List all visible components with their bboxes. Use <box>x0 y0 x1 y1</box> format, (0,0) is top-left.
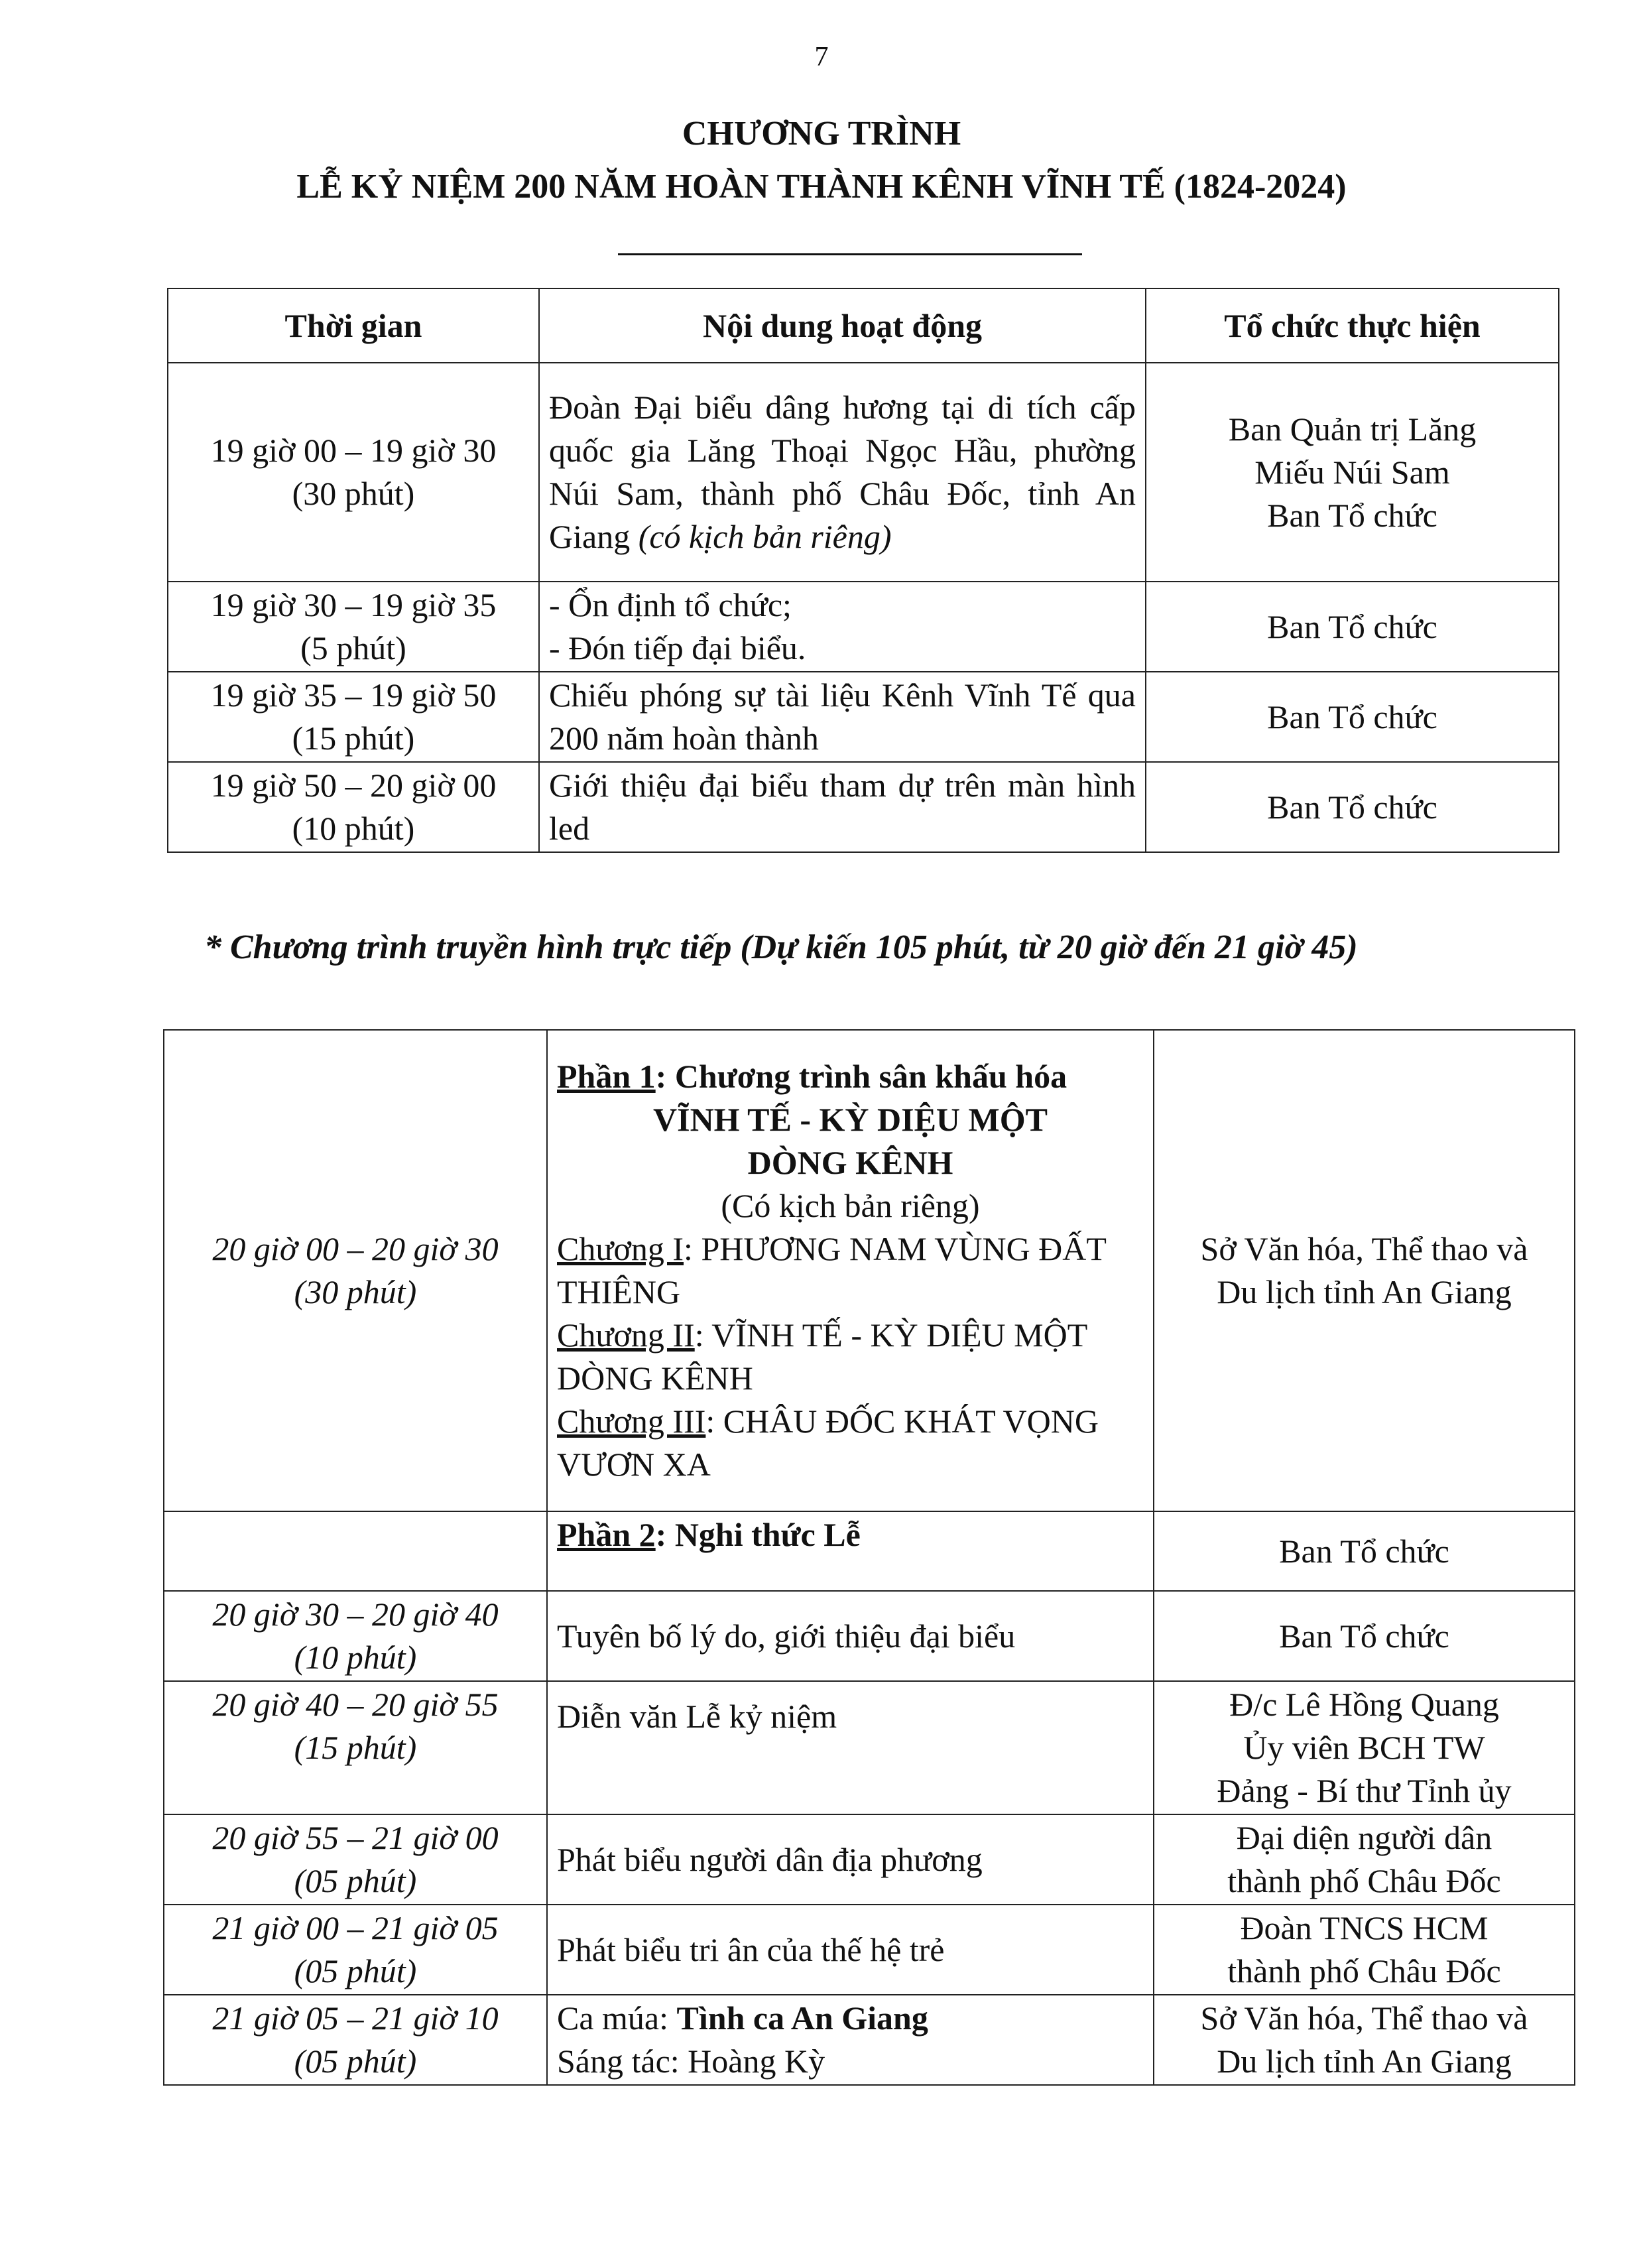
time-range: 19 giờ 50 – 20 giờ 00 <box>210 767 497 804</box>
time-range: 20 giờ 30 – 20 giờ 40 <box>212 1596 499 1633</box>
organizer-line: Du lịch tỉnh An Giang <box>1217 2043 1512 2080</box>
content-cell <box>547 1511 1154 1591</box>
content-cell: Phát biểu tri ân của thế hệ trẻ <box>547 1905 1154 1995</box>
schedule-table-live-broadcast <box>163 1029 1575 2086</box>
part-label: Phần 2 <box>557 1516 656 1553</box>
content-cell: Diễn văn Lễ kỷ niệm <box>547 1681 1154 1814</box>
organizer-cell: Ban Tổ chức <box>1154 1591 1575 1681</box>
time-cell <box>168 762 539 852</box>
program-title: CHƯƠNG TRÌNH <box>682 115 961 153</box>
content-cell <box>547 1995 1154 2085</box>
duration: (30 phút) <box>292 475 415 512</box>
content-cell: Chiếu phóng sự tài liệu Kênh Vĩnh Tế qua 200 năm hoàn thành <box>539 672 1146 762</box>
time-cell <box>164 1995 547 2085</box>
performance-prefix: Ca múa: <box>557 1999 677 2037</box>
schedule-table-pre-event <box>167 288 1559 853</box>
time-cell <box>168 363 539 582</box>
title-divider <box>618 253 1082 255</box>
organizer-line: Đoàn TNCS HCM <box>1240 1909 1489 1946</box>
header-time: Thời gian <box>168 288 539 363</box>
organizer-cell: Ban Tổ chức <box>1146 672 1559 762</box>
time-cell <box>164 1030 547 1511</box>
content-text: Đoàn Đại biểu dâng hương tại di tích cấp quốc gia Lăng Thoại Ngọc Hầu, phường Núi Sam, thành phố Châu Đốc, tỉnh An Giang <box>549 389 1136 555</box>
chapter-title: : VĨNH TẾ - KỲ DIỆU MỘT DÒNG KÊNH <box>557 1316 1087 1397</box>
chapter-label: Chương I <box>557 1230 684 1267</box>
organizer-line: Ban Tổ chức <box>1267 496 1437 534</box>
table-row <box>164 1995 1575 2085</box>
organizer-line: Ủy viên BCH TW <box>1243 1729 1485 1766</box>
header-organizer: Tổ chức thực hiện <box>1146 288 1559 363</box>
organizer-line: Đại diện người dân <box>1236 1819 1492 1856</box>
table-row <box>168 363 1559 582</box>
content-cell <box>547 1030 1154 1511</box>
time-range: 20 giờ 40 – 20 giờ 55 <box>212 1686 499 1723</box>
duration: (15 phút) <box>294 1729 417 1766</box>
page-number: 7 <box>814 42 829 72</box>
duration: (10 phút) <box>292 810 415 847</box>
duration: (05 phút) <box>294 1862 417 1899</box>
organizer-line: Du lịch tỉnh An Giang <box>1217 1273 1512 1310</box>
show-title-line: VĨNH TẾ - KỲ DIỆU MỘT <box>653 1101 1048 1138</box>
content-cell: Giới thiệu đại biểu tham dự trên màn hình led <box>539 762 1146 852</box>
organizer-cell <box>1154 1030 1575 1511</box>
composer: Sáng tác: Hoàng Kỳ <box>557 2043 825 2080</box>
live-broadcast-note: * Chương trình truyền hình trực tiếp (Dự kiến 105 phút, từ 20 giờ đến 21 giờ 45) <box>204 928 1358 966</box>
table-header-row <box>168 288 1559 363</box>
table-row <box>168 672 1559 762</box>
table-row <box>164 1681 1575 1814</box>
content-cell: Phát biểu người dân địa phương <box>547 1814 1154 1905</box>
organizer-cell: Ban Tổ chức <box>1146 582 1559 672</box>
organizer-line: Sở Văn hóa, Thể thao và <box>1200 1999 1528 2037</box>
part-title: : Nghi thức Lễ <box>655 1516 861 1553</box>
content-cell <box>539 363 1146 582</box>
show-note: (Có kịch bản riêng) <box>721 1187 980 1224</box>
time-range: 20 giờ 00 – 20 giờ 30 <box>212 1230 499 1267</box>
time-cell <box>164 1591 547 1681</box>
organizer-line: Đảng - Bí thư Tỉnh ủy <box>1217 1772 1512 1809</box>
organizer-cell <box>1154 1995 1575 2085</box>
table-row <box>164 1511 1575 1591</box>
duration: (15 phút) <box>292 720 415 757</box>
time-cell <box>164 1905 547 1995</box>
chapter-item <box>557 1400 1144 1486</box>
time-range: 21 giờ 05 – 21 giờ 10 <box>212 1999 499 2037</box>
chapter-label: Chương II <box>557 1316 695 1354</box>
show-title-line: DÒNG KÊNH <box>747 1144 953 1181</box>
organizer-cell <box>1154 1905 1575 1995</box>
chapter-label: Chương III <box>557 1403 706 1440</box>
time-range: 19 giờ 35 – 19 giờ 50 <box>210 676 497 714</box>
organizer-line: thành phố Châu Đốc <box>1227 1862 1501 1899</box>
organizer-cell: Ban Tổ chức <box>1146 762 1559 852</box>
organizer-line: Miếu Núi Sam <box>1254 453 1450 491</box>
content-cell <box>539 582 1146 672</box>
part-title: : Chương trình sân khấu hóa <box>655 1058 1067 1095</box>
chapter-item <box>557 1228 1144 1314</box>
time-cell <box>164 1681 547 1814</box>
chapter-title: : CHÂU ĐỐC KHÁT VỌNG VƯƠN XA <box>557 1403 1099 1483</box>
program-subtitle: LỄ KỶ NIỆM 200 NĂM HOÀN THÀNH KÊNH VĨNH TẾ (1824-2024) <box>296 168 1347 206</box>
content-line: - Đón tiếp đại biểu. <box>549 629 806 666</box>
table-row <box>164 1591 1575 1681</box>
duration: (30 phút) <box>294 1273 417 1310</box>
table-row <box>168 762 1559 852</box>
organizer-line: Ban Quản trị Lăng <box>1228 410 1477 448</box>
organizer-cell <box>1154 1814 1575 1905</box>
part-heading <box>557 1055 1144 1098</box>
table-row <box>164 1814 1575 1905</box>
organizer-line: Đ/c Lê Hồng Quang <box>1229 1686 1499 1723</box>
duration: (05 phút) <box>294 1952 417 1989</box>
time-cell <box>164 1814 547 1905</box>
content-line: - Ổn định tổ chức; <box>549 586 792 623</box>
organizer-cell <box>1154 1681 1575 1814</box>
duration: (5 phút) <box>300 629 406 666</box>
time-range: 19 giờ 00 – 19 giờ 30 <box>210 432 497 469</box>
table-row <box>164 1030 1575 1511</box>
chapter-item <box>557 1314 1144 1400</box>
part-label: Phần 1 <box>557 1058 656 1095</box>
header-content: Nội dung hoạt động <box>539 288 1146 363</box>
table-row <box>164 1905 1575 1995</box>
chapter-title: : PHƯƠNG NAM VÙNG ĐẤT THIÊNG <box>557 1230 1107 1310</box>
time-range: 19 giờ 30 – 19 giờ 35 <box>210 586 497 623</box>
time-range: 20 giờ 55 – 21 giờ 00 <box>212 1819 499 1856</box>
organizer-line: thành phố Châu Đốc <box>1227 1952 1501 1989</box>
content-cell: Tuyên bố lý do, giới thiệu đại biểu <box>547 1591 1154 1681</box>
organizer-cell <box>1146 363 1559 582</box>
organizer-cell: Ban Tổ chức <box>1154 1511 1575 1591</box>
time-cell <box>168 672 539 762</box>
show-title <box>557 1098 1144 1184</box>
table-row <box>168 582 1559 672</box>
time-range: 21 giờ 00 – 21 giờ 05 <box>212 1909 499 1946</box>
organizer-line: Sở Văn hóa, Thể thao và <box>1200 1230 1528 1267</box>
time-cell <box>164 1511 547 1591</box>
content-note: (có kịch bản riêng) <box>638 518 892 555</box>
duration: (10 phút) <box>294 1639 417 1676</box>
time-cell <box>168 582 539 672</box>
duration: (05 phút) <box>294 2043 417 2080</box>
song-title: Tình ca An Giang <box>676 1999 928 2037</box>
